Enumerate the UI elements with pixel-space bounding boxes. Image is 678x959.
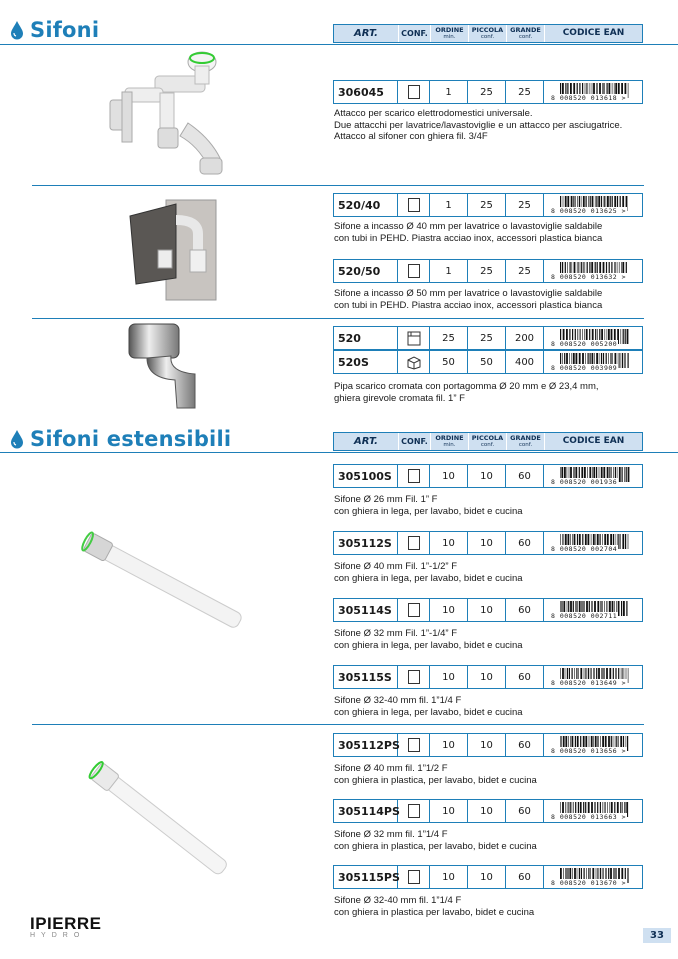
section-title-sifoni: Sifoni bbox=[10, 18, 99, 42]
piccola-cell: 50 bbox=[468, 351, 506, 373]
conf-cell bbox=[398, 666, 430, 688]
piccola-cell: 10 bbox=[468, 866, 506, 888]
piccola-cell: 10 bbox=[468, 800, 506, 822]
chrome-elbow-image bbox=[125, 320, 205, 412]
grande-cell: 400 bbox=[506, 351, 544, 373]
grande-cell: 25 bbox=[506, 81, 544, 103]
ordine-cell: 1 bbox=[430, 260, 468, 282]
product-description: Sifone Ø 40 mm Fil. 1”-1/2” F con ghiera in lega, per lavabo, bidet e cucina bbox=[334, 561, 523, 584]
ordine-cell: 10 bbox=[430, 465, 468, 487]
siphon-connector-image bbox=[100, 48, 240, 178]
page-number: 33 bbox=[643, 928, 671, 943]
single-pack-icon bbox=[408, 738, 420, 752]
grande-cell: 60 bbox=[506, 532, 544, 554]
ordine-cell: 10 bbox=[430, 599, 468, 621]
grande-cell: 60 bbox=[506, 666, 544, 688]
ordine-cell: 10 bbox=[430, 532, 468, 554]
piccola-cell: 25 bbox=[468, 260, 506, 282]
ean-barcode: 8 008520 013625 > bbox=[544, 194, 642, 216]
single-pack-icon bbox=[408, 536, 420, 550]
grande-cell: 60 bbox=[506, 734, 544, 756]
grande-cell: 60 bbox=[506, 866, 544, 888]
extensible-siphon-plastic-image bbox=[75, 760, 245, 880]
section-rule bbox=[0, 44, 678, 45]
table-row bbox=[333, 733, 643, 757]
piccola-cell: 25 bbox=[468, 194, 506, 216]
art-code: 306045 bbox=[334, 81, 398, 103]
single-pack-icon bbox=[408, 603, 420, 617]
table-row bbox=[333, 350, 643, 374]
product-description: Sifone a incasso Ø 50 mm per lavatrice o lavastoviglie saldabile con tubi in PEHD. Piastra acciao inox, accessori plastica bianca bbox=[334, 288, 603, 311]
single-pack-icon bbox=[408, 469, 420, 483]
single-pack-icon bbox=[408, 870, 420, 884]
table-row bbox=[333, 193, 643, 217]
water-drop-icon bbox=[10, 20, 24, 40]
group-divider bbox=[32, 724, 644, 725]
art-code: 305115PS bbox=[334, 866, 398, 888]
table-row bbox=[333, 665, 643, 689]
ordine-cell: 10 bbox=[430, 800, 468, 822]
conf-cell bbox=[398, 465, 430, 487]
art-code: 520/40 bbox=[334, 194, 398, 216]
water-drop-icon bbox=[10, 429, 24, 449]
ean-barcode: 8 008520 002711 bbox=[544, 599, 642, 621]
piccola-cell: 25 bbox=[468, 327, 506, 349]
ean-barcode: 8 008520 013663 > bbox=[544, 800, 642, 822]
piccola-cell: 10 bbox=[468, 734, 506, 756]
recessed-siphon-image bbox=[128, 198, 218, 302]
ordine-cell: 25 bbox=[430, 327, 468, 349]
group-divider bbox=[32, 318, 644, 319]
grande-cell: 200 bbox=[506, 327, 544, 349]
ean-barcode: 8 008520 005200 bbox=[544, 327, 642, 349]
single-pack-icon bbox=[408, 670, 420, 684]
grande-cell: 60 bbox=[506, 800, 544, 822]
ordine-cell: 1 bbox=[430, 81, 468, 103]
piccola-cell: 10 bbox=[468, 532, 506, 554]
conf-cell bbox=[398, 327, 430, 349]
product-description: Attacco per scarico elettrodomestici universale. Due attacchi per lavatrice/lavastoviglie e un attacco per asciugatrice. Attacco al sifoner con ghiera fil. 3/4F bbox=[334, 108, 623, 142]
piccola-cell: 10 bbox=[468, 599, 506, 621]
product-description: Sifone Ø 40 mm fil. 1”1/2 F con ghiera in plastica, per lavabo, bidet e cucina bbox=[334, 763, 537, 786]
grande-cell: 60 bbox=[506, 599, 544, 621]
table-row bbox=[333, 80, 643, 104]
box-icon bbox=[406, 355, 422, 370]
ean-barcode: 8 008520 013618 > bbox=[544, 81, 642, 103]
single-pack-icon bbox=[408, 264, 420, 278]
product-description: Pipa scarico cromata con portagomma Ø 20 mm e Ø 23,4 mm, ghiera girevole cromata fil. 1” F bbox=[334, 381, 599, 404]
art-code: 305112S bbox=[334, 532, 398, 554]
piccola-cell: 10 bbox=[468, 666, 506, 688]
package-icon bbox=[407, 331, 421, 346]
conf-cell bbox=[398, 81, 430, 103]
piccola-cell: 25 bbox=[468, 81, 506, 103]
table-row bbox=[333, 259, 643, 283]
art-code: 520/50 bbox=[334, 260, 398, 282]
art-code: 305100S bbox=[334, 465, 398, 487]
piccola-cell: 10 bbox=[468, 465, 506, 487]
product-description: Sifone Ø 32 mm fil. 1”1/4 F con ghiera in plastica, per lavabo, bidet e cucina bbox=[334, 829, 537, 852]
conf-cell bbox=[398, 866, 430, 888]
conf-cell bbox=[398, 260, 430, 282]
ean-barcode: 8 008520 003909 bbox=[544, 351, 642, 373]
conf-cell bbox=[398, 532, 430, 554]
table-row bbox=[333, 464, 643, 488]
conf-cell bbox=[398, 351, 430, 373]
art-code: 305112PS bbox=[334, 734, 398, 756]
grande-cell: 60 bbox=[506, 465, 544, 487]
art-code: 520S bbox=[334, 351, 398, 373]
product-description: Sifone Ø 32 mm Fil. 1”-1/4” F con ghiera in lega, per lavabo, bidet e cucina bbox=[334, 628, 523, 651]
conf-cell bbox=[398, 599, 430, 621]
product-description: Sifone Ø 32-40 mm fil. 1”1/4 F con ghiera in plastica per lavabo, bidet e cucina bbox=[334, 895, 535, 918]
ean-barcode: 8 008520 013632 > bbox=[544, 260, 642, 282]
table-header: ART. CONF. ORDINE min. PICCOLA conf. GRANDE conf. CODICE EAN bbox=[333, 24, 643, 43]
brand-logo: IPIERRE HYDRO bbox=[30, 914, 102, 939]
table-row bbox=[333, 865, 643, 889]
grande-cell: 25 bbox=[506, 260, 544, 282]
art-code: 520 bbox=[334, 327, 398, 349]
conf-cell bbox=[398, 194, 430, 216]
art-code: 305114S bbox=[334, 599, 398, 621]
product-description: Sifone Ø 32-40 mm fil. 1”1/4 F con ghiera in lega, per lavabo, bidet e cucina bbox=[334, 695, 523, 718]
single-pack-icon bbox=[408, 198, 420, 212]
ordine-cell: 10 bbox=[430, 666, 468, 688]
conf-cell bbox=[398, 734, 430, 756]
ordine-cell: 10 bbox=[430, 866, 468, 888]
table-row bbox=[333, 531, 643, 555]
art-code: 305114PS bbox=[334, 800, 398, 822]
ean-barcode: 8 008520 001936 bbox=[544, 465, 642, 487]
table-row bbox=[333, 799, 643, 823]
ean-barcode: 8 008520 002704 bbox=[544, 532, 642, 554]
table-row bbox=[333, 326, 643, 350]
conf-cell bbox=[398, 800, 430, 822]
section-title-sifoni-estensibili: Sifoni estensibili bbox=[10, 427, 231, 451]
ordine-cell: 50 bbox=[430, 351, 468, 373]
table-row bbox=[333, 598, 643, 622]
ean-barcode: 8 008520 013656 > bbox=[544, 734, 642, 756]
ordine-cell: 10 bbox=[430, 734, 468, 756]
table-header: ART. CONF. ORDINE min. PICCOLA conf. GRANDE conf. CODICE EAN bbox=[333, 432, 643, 451]
art-code: 305115S bbox=[334, 666, 398, 688]
extensible-siphon-alloy-image bbox=[60, 520, 260, 640]
ordine-cell: 1 bbox=[430, 194, 468, 216]
grande-cell: 25 bbox=[506, 194, 544, 216]
ean-barcode: 8 008520 013649 > bbox=[544, 666, 642, 688]
product-description: Sifone Ø 26 mm Fil. 1” F con ghiera in lega, per lavabo, bidet e cucina bbox=[334, 494, 523, 517]
single-pack-icon bbox=[408, 804, 420, 818]
product-description: Sifone a incasso Ø 40 mm per lavatrice o lavastoviglie saldabile con tubi in PEHD. Piastra acciao inox, accessori plastica bianca bbox=[334, 221, 603, 244]
ean-barcode: 8 008520 013670 > bbox=[544, 866, 642, 888]
group-divider bbox=[32, 185, 644, 186]
section-rule bbox=[0, 452, 678, 453]
single-pack-icon bbox=[408, 85, 420, 99]
